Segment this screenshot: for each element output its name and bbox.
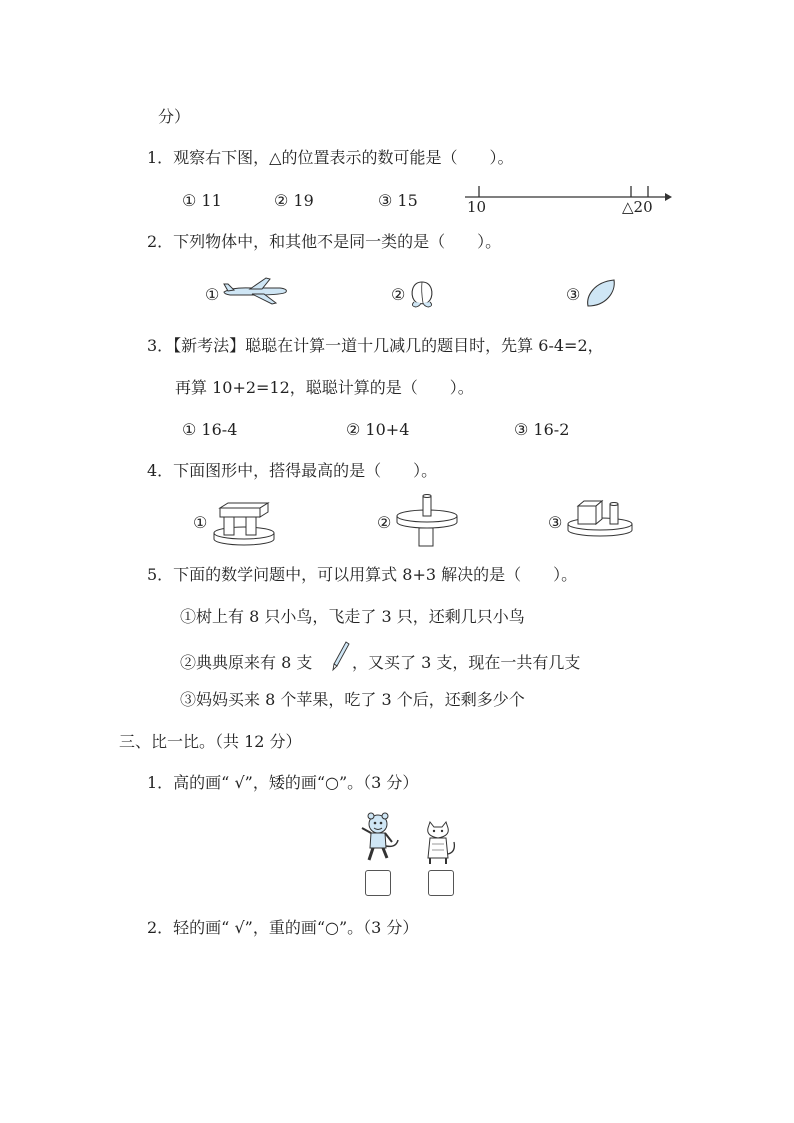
block-stack-1-icon [210, 498, 280, 550]
q5-option-3: ③妈妈买来 8 个苹果，吃了 3 个后，还剩多少个 [180, 690, 525, 709]
pencil-icon [331, 640, 351, 672]
section-3-question-1: 1．高的画“ √”，矮的画“○”。（3 分） [147, 773, 419, 792]
answer-box-tiger[interactable] [365, 870, 391, 896]
q4-option-1: ① [193, 513, 208, 532]
cat-icon [418, 822, 458, 866]
section-3-title: 三、比一比。（共 12 分） [119, 732, 302, 751]
question-1-text: 1．观察右下图，△的位置表示的数可能是（ ）。 [147, 148, 514, 167]
q1-option-2: ② 19 [274, 191, 314, 210]
question-4-text: 4．下面图形中，搭得最高的是（ ）。 [147, 461, 438, 480]
q2-option-1: ① [205, 285, 220, 304]
q5-option-2-part1: ②典典原来有 8 支 [180, 653, 313, 672]
peach-icon [408, 276, 436, 308]
q2-option-3: ③ [566, 285, 581, 304]
block-stack-2-icon [395, 492, 461, 552]
tiger-icon [356, 812, 404, 864]
q2-option-2: ② [391, 285, 406, 304]
answer-box-cat[interactable] [428, 870, 454, 896]
question-2-text: 2．下列物体中，和其他不是同一类的是（ ）。 [147, 232, 502, 251]
q5-option-1: ①树上有 8 只小鸟，飞走了 3 只，还剩几只小鸟 [180, 607, 525, 626]
q3-option-3: ③ 16-2 [514, 420, 570, 439]
question-5-text: 5．下面的数学问题中，可以用算式 8+3 解决的是（ ）。 [147, 565, 578, 584]
q5-option-2-part2: ，又买了 3 支，现在一共有几支 [352, 653, 581, 672]
q1-option-1: ① 11 [182, 191, 222, 210]
airplane-icon [222, 276, 292, 306]
continuation-text: 分） [158, 107, 191, 126]
block-stack-3-icon [566, 494, 636, 544]
q4-option-2: ② [377, 513, 392, 532]
numberline-left-label: 10 [467, 198, 487, 216]
q3-option-2: ② 10+4 [346, 420, 410, 439]
q4-option-3: ③ [548, 513, 563, 532]
leaf-icon [584, 278, 618, 310]
section-3-question-2: 2．轻的画“ √”，重的画“○”。（3 分） [147, 918, 419, 937]
q1-option-3: ③ 15 [378, 191, 418, 210]
numberline-right-label: △20 [622, 198, 653, 216]
q3-option-1: ① 16-4 [182, 420, 238, 439]
question-3-line1: 3．【新考法】聪聪在计算一道十几减几的题目时，先算 6-4=2， [147, 336, 604, 355]
question-3-line2: 再算 10+2=12，聪聪计算的是（ ）。 [175, 378, 474, 397]
